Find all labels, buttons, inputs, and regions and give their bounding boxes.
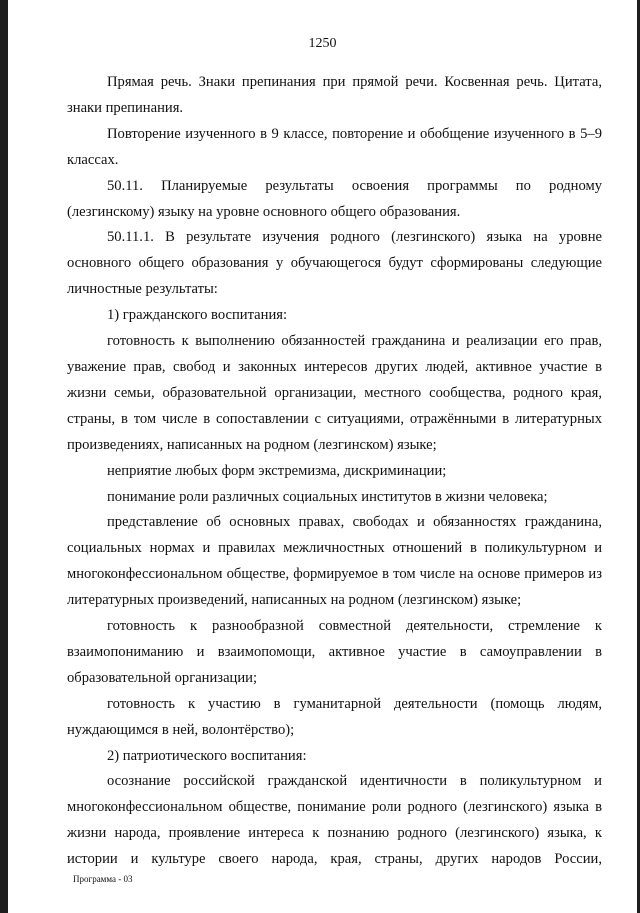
paragraph: осознание российской гражданской идентичности в поликультурном и многоконфессиональном обществе, понимание роли родного (лезгинского) языка в жизни народа, проявление интереса к познанию родного (лезгинского) языка, к истории и культуре своего народа, края, страны, других народов России, xyxy=(67,773,602,868)
footer-program-code: Программа - 03 xyxy=(73,874,133,884)
document-page xyxy=(8,0,637,913)
paragraph: 50.11. Планируемые результаты освоения программы по родному (лезгинскому) языку на уровне основного общего образования. xyxy=(67,177,602,220)
section-heading: 1) гражданского воспитания: xyxy=(107,307,288,324)
paragraph: Повторение изученного в 9 классе, повторение и обобщение изученного в 5–9 классах. xyxy=(67,125,602,168)
paragraph: 50.11.1. В результате изучения родного (лезгинского) языка на уровне основного общего образования у обучающегося будут сформированы следующие личностные результаты: xyxy=(67,229,602,298)
paragraph: представление об основных правах, свободах и обязанностях гражданина, социальных нормах и правилах межличностных отношений в поликультурном и многоконфессиональном обществе, формируемое в том числе на основе примеров из литературных произведений, написанных на родном (лезгинском) языке; xyxy=(67,514,602,609)
document-body xyxy=(67,70,602,873)
section-heading: 2) патриотического воспитания: xyxy=(107,747,307,764)
page-number: 1250 xyxy=(308,36,337,51)
paragraph: неприятие любых форм экстремизма, дискриминации; xyxy=(107,462,447,479)
paragraph: понимание роли различных социальных институтов в жизни человека; xyxy=(107,488,548,505)
paragraph: готовность к участию в гуманитарной деятельности (помощь людям, нуждающимся в ней, волонтёрство); xyxy=(67,695,602,738)
paragraph: Прямая речь. Знаки препинания при прямой речи. Косвенная речь. Цитата, знаки препинания. xyxy=(67,74,602,116)
paragraph: готовность к разнообразной совместной деятельности, стремление к взаимопониманию и взаимопомощи, активное участие в самоуправлении в образовательной организации; xyxy=(67,618,602,686)
paragraph: готовность к выполнению обязанностей гражданина и реализации его прав, уважение прав, свобод и законных интересов других людей, активное участие в жизни семьи, образовательной организации, местного сообщества, родного края, страны, в том числе в сопоставлении с ситуациями, отражёнными в литературных произведениях, написанных на родном (лезгинском) языке; xyxy=(67,333,602,453)
